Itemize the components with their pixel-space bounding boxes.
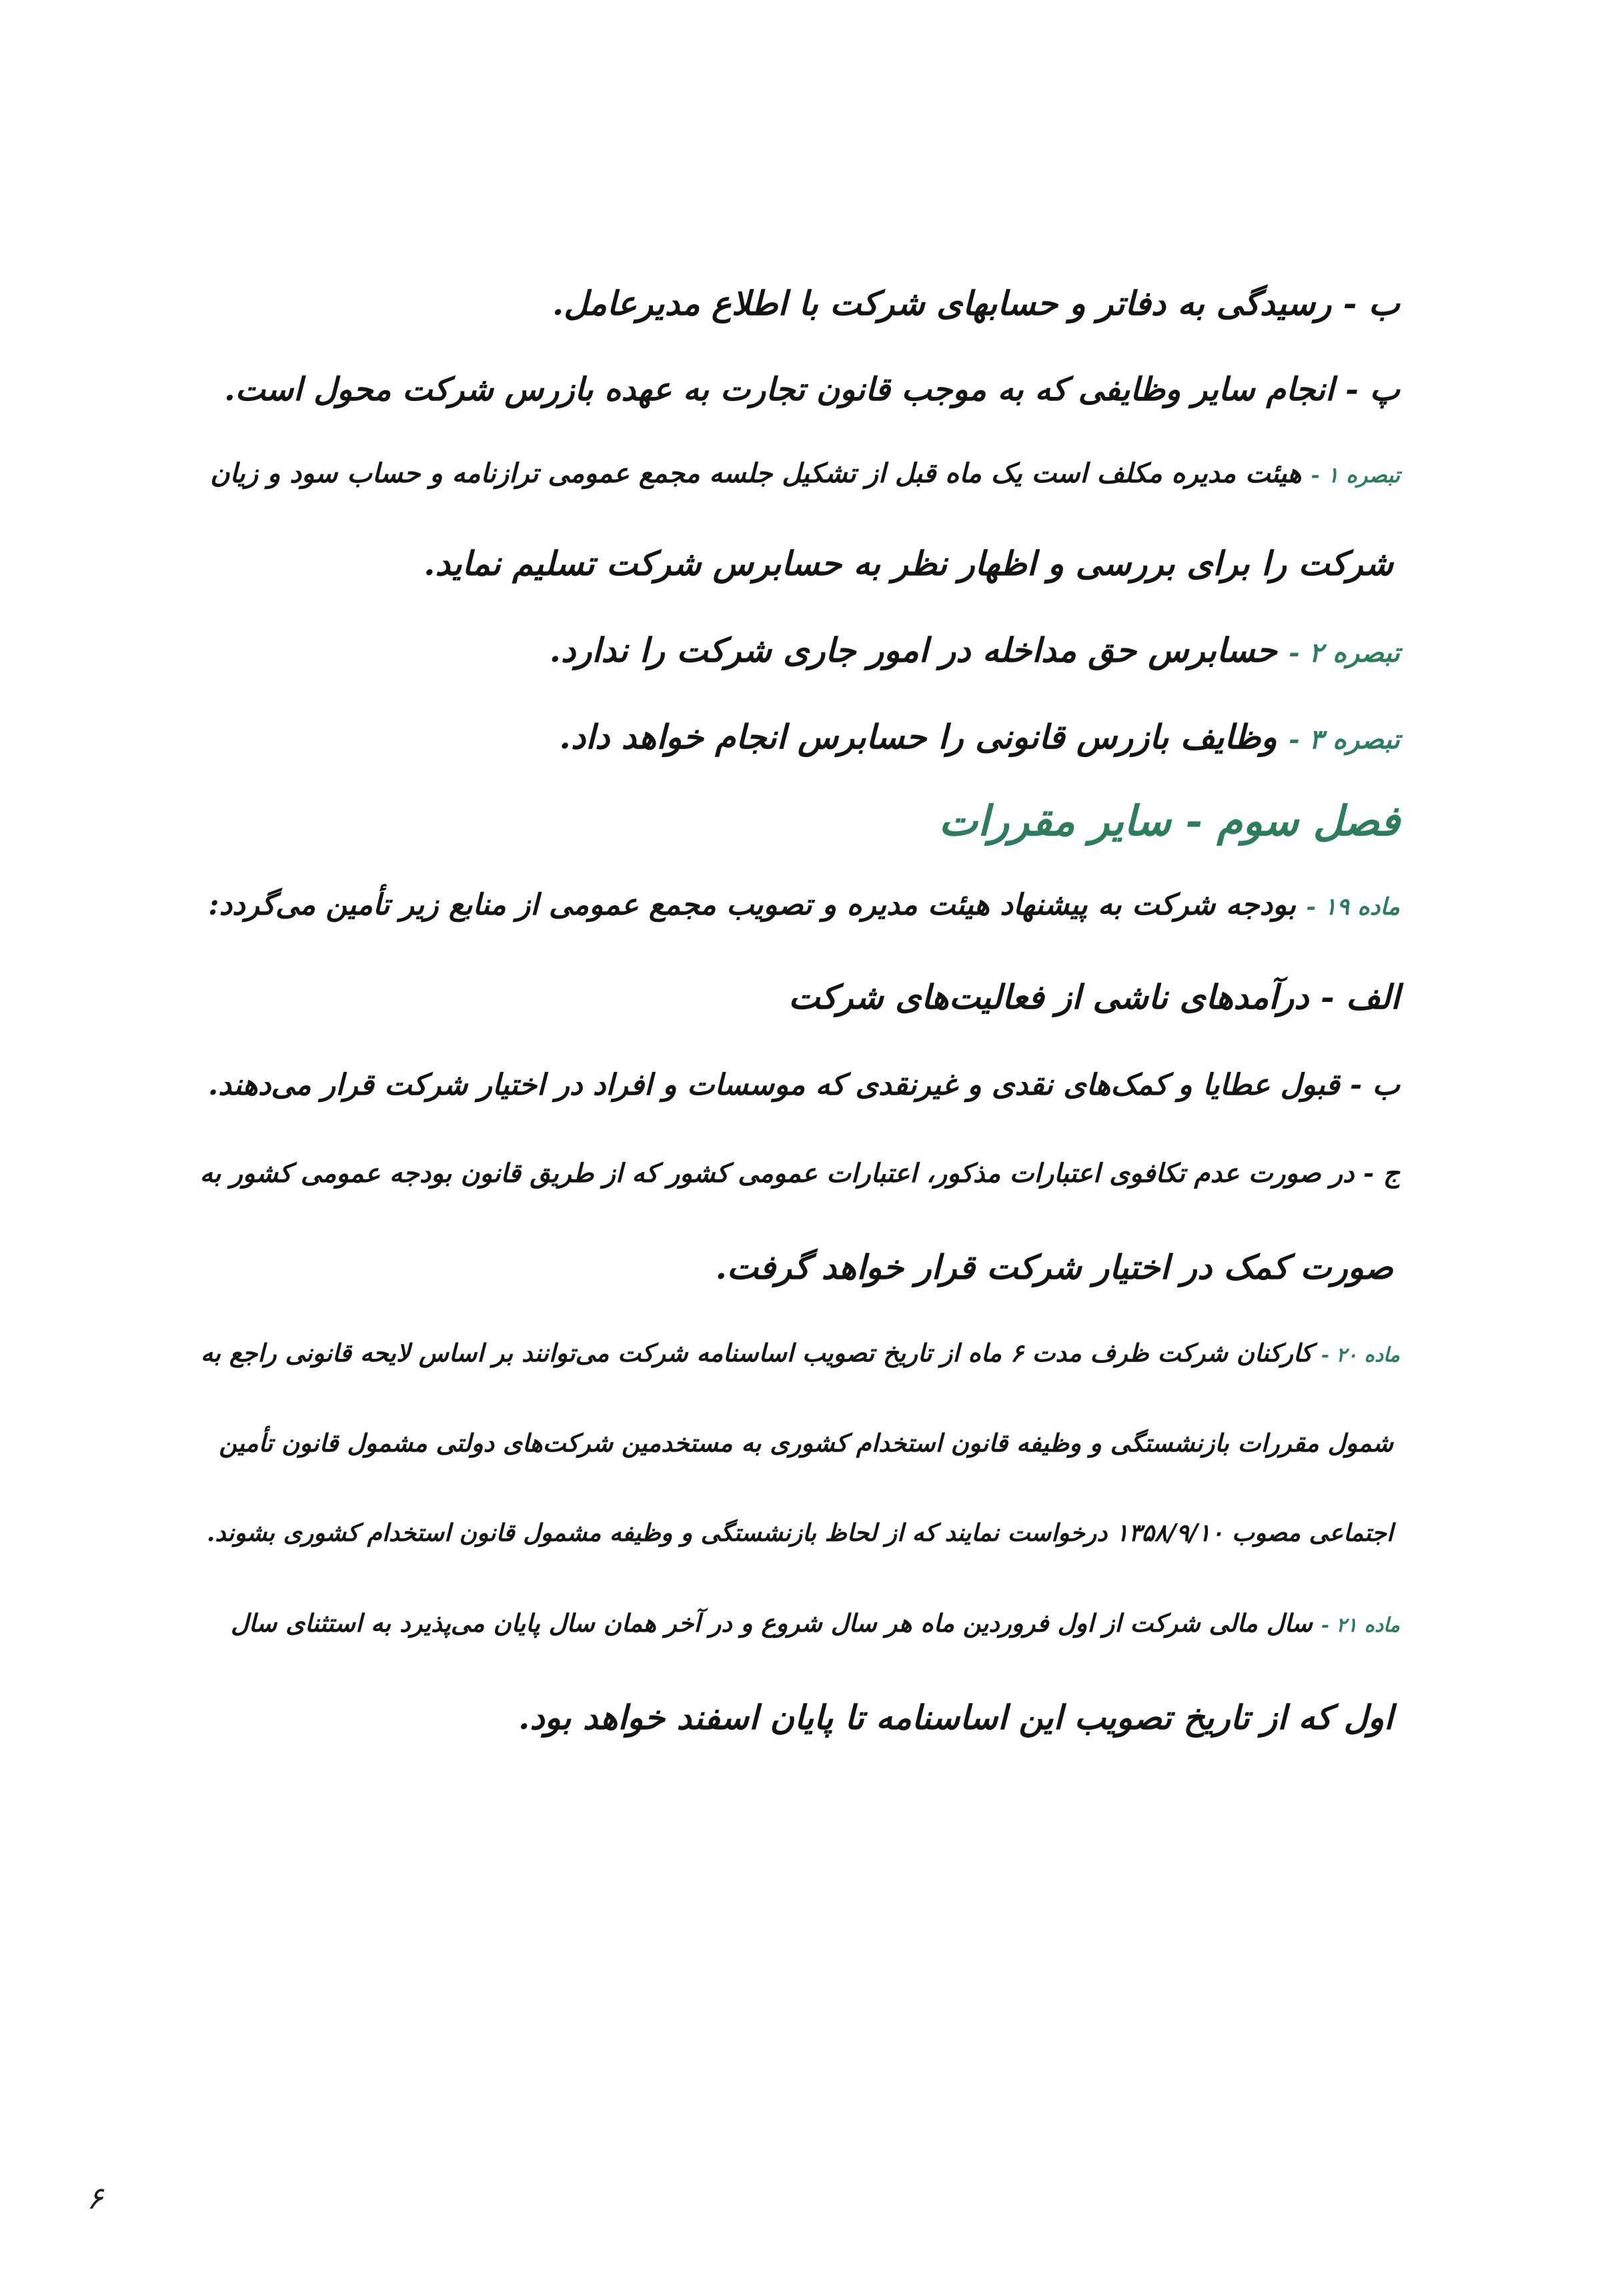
clause-p-duties: پ - انجام سایر وظایفی که به موجب قانون تجارت به عهده بازرس شرکت محول است. — [223, 371, 1400, 408]
article-20-continuation-1: شمول مقررات بازنشستگی و وظیفه قانون استخدام کشوری به مستخدمین شرکت‌های دولتی مشمول قانون تأمین — [219, 1428, 1393, 1458]
page-number: ۶ — [87, 2180, 103, 2216]
note-1: تبصره ۱ - هیئت مدیره مکلف است یک ماه قبل از تشکیل جلسه مجمع عمومی ترازنامه و حساب سود و زیان — [210, 458, 1400, 489]
clause-b-audit: ب - رسیدگی به دفاتر و حسابهای شرکت با اطلاع مدیرعامل. — [552, 283, 1400, 323]
article-20: ماده ۲۰ - کارکنان شرکت ظرف مدت ۶ ماه از تاریخ تصویب اساسنامه شرکت می‌توانند بر اساس لایحه قانونی راجع به — [200, 1338, 1400, 1367]
article-20-continuation-2: اجتماعی مصوب ۱۳۵۸/۹/۱۰ درخواست نمایند که از لحاظ بازنشستگی و وظیفه مشمول قانون استخدام کشوری بشوند. — [206, 1519, 1393, 1547]
article-19: ماده ۱۹ - بودجه شرکت به پیشنهاد هیئت مدیره و تصویب مجمع عمومی از منابع زیر تأمین می‌گردد: — [208, 888, 1400, 922]
article-19-clause-b: ب - قبول عطایا و کمک‌های نقدی و غیرنقدی که موسسات و افراد در اختیار شرکت قرار می‌دهند. — [207, 1068, 1400, 1102]
article-20-label: ماده ۲۰ - — [1321, 1343, 1400, 1366]
section-heading: فصل سوم - سایر مقررات — [938, 796, 1400, 845]
article-21-label: ماده ۲۱ - — [1321, 1613, 1400, 1636]
note-3: تبصره ۳ - وظایف بازرس قانونی را حسابرس انجام خواهد داد. — [559, 717, 1400, 756]
note-1-continuation: شرکت را برای بررسی و اظهار نظر به حسابرس شرکت تسلیم نماید. — [424, 544, 1393, 583]
article-19-clause-alef: الف - درآمدهای ناشی از فعالیت‌های شرکت — [788, 977, 1400, 1017]
article-19-clause-j-continuation: صورت کمک در اختیار شرکت قرار خواهد گرفت. — [715, 1247, 1393, 1287]
note-1-label: تبصره ۱ - — [1311, 462, 1400, 488]
note-3-label: تبصره ۳ - — [1289, 724, 1400, 755]
article-19-label: ماده ۱۹ - — [1306, 893, 1400, 921]
note-2-label: تبصره ۲ - — [1289, 637, 1400, 668]
note-2: تبصره ۲ - حسابرس حق مداخله در امور جاری شرکت را ندارد. — [549, 630, 1400, 670]
article-21-continuation: اول که از تاریخ تصویب این اساسنامه تا پایان اسفند خواهد بود. — [518, 1698, 1393, 1737]
article-19-clause-j: ج - در صورت عدم تکافوی اعتبارات مذکور، اعتبارات عمومی کشور که از طریق قانون بودجه عمومی کشور به — [199, 1158, 1400, 1189]
article-21: ماده ۲۱ - سال مالی شرکت از اول فروردین ماه هر سال شروع و در آخر همان سال پایان می‌پذیرد به استثنای سال — [231, 1608, 1400, 1638]
